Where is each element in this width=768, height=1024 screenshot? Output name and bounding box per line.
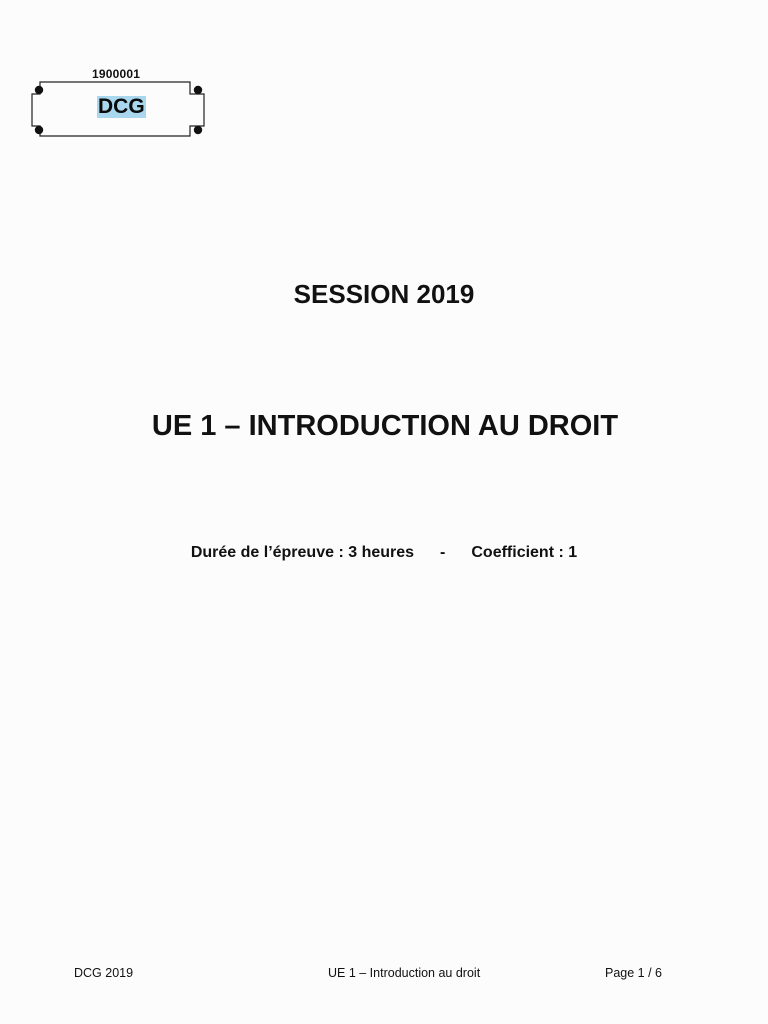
session-heading: SESSION 2019: [293, 279, 475, 309]
corner-dot: [194, 126, 202, 134]
corner-dot: [194, 86, 202, 94]
code-number: 1900001: [92, 67, 141, 81]
footer-page-number: Page 1 / 6: [605, 966, 662, 980]
duration-text: Durée de l’épreuve : 3 heures: [190, 544, 415, 561]
dcg-label: DCG: [98, 95, 145, 118]
exam-info: [0, 544, 768, 562]
info-separator: -: [440, 544, 446, 561]
corner-dot: [35, 126, 43, 134]
coefficient-text: Coefficient : 1: [471, 544, 578, 561]
corner-dot: [35, 86, 43, 94]
footer-left: DCG 2019: [74, 966, 134, 980]
footer-center: UE 1 – Introduction au droit: [328, 966, 481, 980]
exam-title: UE 1 – INTRODUCTION AU DROIT: [151, 410, 619, 442]
